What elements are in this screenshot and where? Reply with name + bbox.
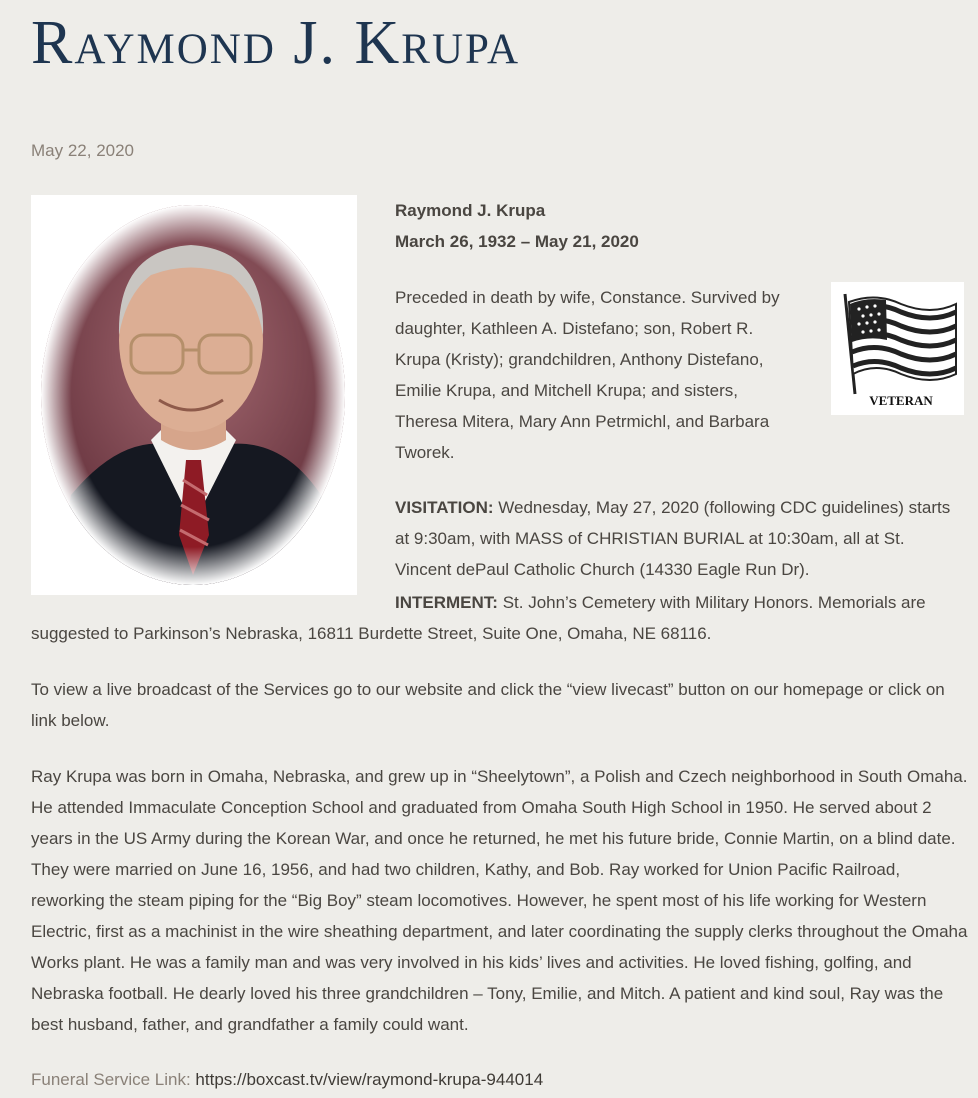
flag-icon: [831, 282, 964, 415]
visitation-text: Wednesday, May 27, 2020 (following CDC guidelines) starts at 9:30am, with MASS of CHRISTIAN BURIAL at 10:30am, all at St. Vincent dePaul Catholic Church (14330 Eagle Run Dr).: [395, 498, 951, 579]
funeral-link-label: Funeral Service Link:: [31, 1070, 191, 1089]
funeral-link-line: [31, 1064, 543, 1095]
survivors-paragraph: Preceded in death by wife, Constance. Survived by daughter, Kathleen A. Distefano; son, Robert R. Krupa (Kristy); grandchildren, Anthony Distefano, Emilie Krupa, and Mitchell Krupa; and sisters, Theresa Mitera, Mary Ann Petrmichl, and Barbara Tworek.: [395, 288, 780, 462]
livestream-note: To view a live broadcast of the Services go to our website and click the “view livecast” button on our homepage or click on link below.: [31, 680, 945, 730]
portrait-photo: [31, 195, 357, 595]
biography-paragraph: Ray Krupa was born in Omaha, Nebraska, and grew up in “Sheelytown”, a Polish and Czech neighborhood in South Omaha. He attended Immaculate Conception School and graduated from Omaha South High School in 1950. He served about 2 years in the US Army during the Korean War, and once he returned, he met his future bride, Connie Martin, on a blind date. They were married on June 16, 1956, and had two children, Kathy, and Bob. Ray worked for Union Pacific Railroad, reworking the steam piping for the “Big Boy” steam locomotives. However, he spent most of his life working for Western Electric, first as a machinist in the wire sheathing department, and later coordinating the supply clerks throughout the Omaha Works plant. He was a family man and was very involved in his kids’ lives and activities. He loved fishing, golfing, and Nebraska football. He dearly loved his three grandchildren – Tony, Emilie, and Mitch. A patient and kind soul, Ray was the best husband, father, and grandfather a family could want.: [31, 767, 968, 1034]
interment-paragraph: [31, 587, 976, 649]
visitation-paragraph: [395, 492, 965, 585]
post-date: May 22, 2020: [31, 141, 135, 160]
page-title: Raymond J. Krupa: [31, 9, 521, 77]
interment-text: St. John’s Cemetery with Military Honors. Memorials are suggested to Parkinson’s Nebraska, 16811 Burdette Street, Suite One, Omaha, NE 68116.: [31, 593, 926, 643]
obituary-name: Raymond J. Krupa: [395, 201, 546, 220]
interment-label: INTERMENT:: [395, 593, 498, 612]
funeral-service-link[interactable]: https://boxcast.tv/view/raymond-krupa-944014: [195, 1070, 544, 1089]
life-dates: March 26, 1932 – May 21, 2020: [395, 232, 639, 251]
flag-caption: VETERAN: [869, 393, 933, 408]
visitation-label: VISITATION:: [395, 498, 494, 517]
obituary-header: [395, 195, 639, 257]
